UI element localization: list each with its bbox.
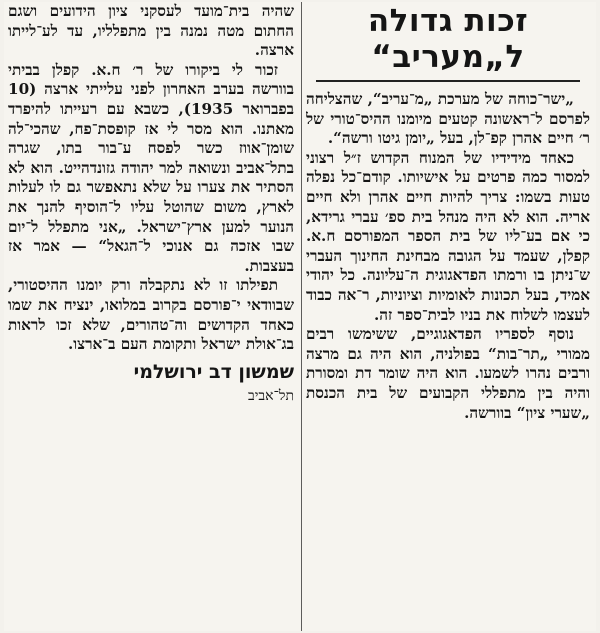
paragraph: שהיה בית־מועד לעסקני ציון הידועים ושגם החתום מטה נמנה בין מתפלליו, עד לע־לייתו ארצה. xyxy=(8,2,294,60)
right-column xyxy=(306,2,590,631)
headline xyxy=(306,4,590,74)
left-column xyxy=(8,2,294,631)
paragraph: נוסף לספריו הפדאגוגיים, ששימשו רבים ממורי „תר־בות“ בפולניה, הוא היה גם מרצה ורבים נהרו לשמעו. הוא היה שומר דת ומסורת והיה בין מתפללי הקבועים של בית הכנסת „שערי ציון“ בוורשה. xyxy=(306,325,590,422)
paragraph: „ישר־כוחה של מערכת „מ־עריב“, שהצליחה לפרסם ל־ראשונה קטעים מיומנו ההיס־טורי של ר׳ חיים אהרן קפ־לן, בעל „יומן גיטו ורשה“. xyxy=(306,90,590,148)
column-divider xyxy=(301,2,302,631)
headline-line-2: ל„מעריב“ xyxy=(371,39,525,75)
paragraph: תפילתו זו לא נתקבלה ורק יומנו ההיסטורי, שבוודאי י־פורסם בקרוב במלואו, ינציח את שמו כאחד הקדושים וה־טהורים, שלא זכו לראות בג־אולת ישראל ותקומת העם ב־ארצו. xyxy=(8,276,294,354)
paragraph: זכור לי ביקורו של ר׳ ח.א. קפלן בביתי בוורשה בערב האחרון לפני עלייתי ארצה (10 בפברואר 1935), כשבא עם רעייתו להיפרד מאתנו. הוא מסר לי אז קופסת־פח, שהכי־לה שומן־אווז כשר לפסח ע־בור בתו, שגרה בתל־אביב ונשואה למר יהודה גזונדהייט. הוא לא הסתיר את צערו על שלא נתאפשר גם לו לעלות לארץ, משום שהוטל עליו ל־הוסיף להנך את הנוער למען ארץ־ישראל. „אני מתפלל ל־יום שבו אזכה גם אנוכי ל־הגאל“ — אמר אז בעצבות. xyxy=(8,60,294,275)
author-location: תל־אביב xyxy=(247,387,294,404)
paragraph: כאחד מידידיו של המנוח הקדוש ז״ל רצוני למסור כמה פרטים על אישיותו. קודם־כל נפלה טעות בשמו: צריך להיות חיים אהרן ולא חיים אריה. הוא לא היה מנהל בית ספ׳ עברי גרידא, כי אם בע־ליו של בית הספר המפורסם ח.א. קפלן, שעמד על הגובה מבחינת החינוך העברי ש־ניתן בו ורמתו הפדאגוגית ה־עליונה. כל יהודי אמיד, בעל תכונות לאומיות וציוניות, ר־אה כבוד לעצמו לשלוח את בניו לבית־ספר זה. xyxy=(306,148,590,324)
headline-rule xyxy=(316,80,580,82)
headline-line-1: זכות גדולה xyxy=(367,3,529,39)
newspaper-clipping xyxy=(4,2,596,631)
author-signature: שמשון דב ירושלמי xyxy=(133,360,294,383)
